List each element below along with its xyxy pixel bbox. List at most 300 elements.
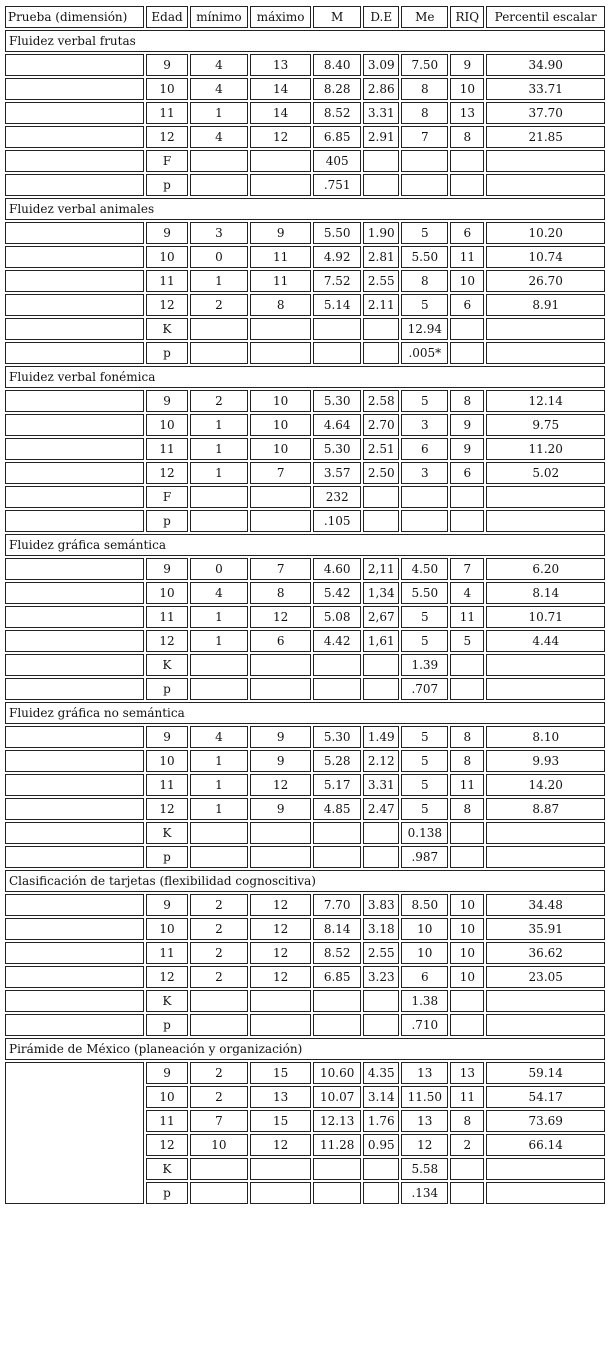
empty-label-cell	[5, 678, 144, 700]
section-title-row	[5, 1038, 605, 1060]
table-cell: 73.69	[486, 1110, 605, 1132]
table-cell: 6.85	[313, 126, 361, 148]
table-cell: 4.42	[313, 630, 361, 652]
table-cell	[401, 174, 448, 196]
header-cell: Me	[401, 6, 448, 28]
table-cell: p	[146, 174, 188, 196]
table-cell: K	[146, 822, 188, 844]
table-cell: 11	[146, 438, 188, 460]
table-cell: 1	[190, 270, 248, 292]
table-cell	[486, 318, 605, 340]
table-cell: 1	[190, 438, 248, 460]
table-cell	[450, 990, 484, 1012]
empty-label-cell	[5, 486, 144, 508]
table-cell: 11	[146, 1110, 188, 1132]
table-cell: 11	[450, 1086, 484, 1108]
empty-label-cell	[5, 630, 144, 652]
table-cell: 5	[401, 726, 448, 748]
empty-label-cell	[5, 318, 144, 340]
table-cell: 11	[450, 606, 484, 628]
table-cell: 9	[146, 390, 188, 412]
table-cell: 12	[250, 894, 311, 916]
table-cell: 9	[450, 438, 484, 460]
table-cell	[450, 822, 484, 844]
table-cell: p	[146, 1014, 188, 1036]
table-cell: 14	[250, 78, 311, 100]
table-cell: 1	[190, 750, 248, 772]
table-cell: 12	[146, 126, 188, 148]
table-cell: 12.13	[313, 1110, 361, 1132]
table-cell	[450, 1158, 484, 1180]
table-cell: 8.14	[313, 918, 361, 940]
table-cell	[250, 150, 311, 172]
table-row	[5, 54, 605, 76]
table-cell: 5.50	[313, 222, 361, 244]
table-cell: 2,67	[363, 606, 399, 628]
table-cell	[250, 318, 311, 340]
empty-label-cell	[5, 510, 144, 532]
section-title: Fluidez verbal frutas	[5, 30, 605, 52]
table-cell: 2.91	[363, 126, 399, 148]
table-cell: 3.18	[363, 918, 399, 940]
table-cell: 9	[146, 54, 188, 76]
table-cell: 9	[146, 726, 188, 748]
table-cell: 8	[250, 294, 311, 316]
table-row	[5, 222, 605, 244]
table-cell: 11	[250, 246, 311, 268]
table-row	[5, 918, 605, 940]
header-cell: mínimo	[190, 6, 248, 28]
table-cell: 23.05	[486, 966, 605, 988]
table-cell: 5.17	[313, 774, 361, 796]
table-cell: 8	[250, 582, 311, 604]
table-cell: 4	[190, 78, 248, 100]
table-cell: 13	[401, 1062, 448, 1084]
empty-label-cell	[5, 990, 144, 1012]
table-cell: 5.30	[313, 726, 361, 748]
table-cell: 8.52	[313, 942, 361, 964]
table-cell	[450, 678, 484, 700]
table-cell	[190, 1182, 248, 1204]
table-cell: 3.09	[363, 54, 399, 76]
table-cell: 8	[450, 1110, 484, 1132]
table-cell	[401, 150, 448, 172]
table-cell: K	[146, 990, 188, 1012]
table-cell: 2.70	[363, 414, 399, 436]
table-cell: 1	[190, 630, 248, 652]
table-cell: 10	[450, 270, 484, 292]
table-cell: 11	[250, 270, 311, 292]
table-cell: 6	[250, 630, 311, 652]
table-cell: 2	[450, 1134, 484, 1156]
table-cell: 6	[450, 462, 484, 484]
table-cell: 10	[146, 750, 188, 772]
empty-label-cell	[5, 462, 144, 484]
empty-label-cell	[5, 150, 144, 172]
section-title: Fluidez verbal animales	[5, 198, 605, 220]
table-cell: .707	[401, 678, 448, 700]
table-cell: 5.14	[313, 294, 361, 316]
table-cell: 8	[450, 750, 484, 772]
table-body	[5, 30, 605, 1204]
table-cell: 3.31	[363, 102, 399, 124]
table-cell: 12	[250, 126, 311, 148]
table-cell: 8.40	[313, 54, 361, 76]
table-cell: 54.17	[486, 1086, 605, 1108]
table-cell	[190, 174, 248, 196]
table-cell: 11.28	[313, 1134, 361, 1156]
table-cell: 2.58	[363, 390, 399, 412]
table-cell: 13	[250, 54, 311, 76]
empty-label-cell	[5, 774, 144, 796]
empty-label-cell	[5, 750, 144, 772]
table-cell	[450, 1014, 484, 1036]
table-cell: 2.86	[363, 78, 399, 100]
header-cell: Edad	[146, 6, 188, 28]
table-cell: 8	[401, 102, 448, 124]
table-cell	[250, 846, 311, 868]
table-cell: 34.90	[486, 54, 605, 76]
empty-label-cell	[5, 798, 144, 820]
header-cell: máximo	[250, 6, 311, 28]
table-cell	[450, 846, 484, 868]
empty-label-cell	[5, 846, 144, 868]
table-cell: K	[146, 654, 188, 676]
empty-label-cell	[5, 78, 144, 100]
empty-label-cell	[5, 246, 144, 268]
empty-label-cell	[5, 1014, 144, 1036]
table-cell	[250, 1158, 311, 1180]
table-row	[5, 78, 605, 100]
table-cell: 11	[450, 774, 484, 796]
table-row	[5, 846, 605, 868]
table-cell: 2.50	[363, 462, 399, 484]
table-cell	[363, 150, 399, 172]
table-cell: 8.52	[313, 102, 361, 124]
table-cell: 7.70	[313, 894, 361, 916]
empty-label-cell	[5, 942, 144, 964]
table-cell	[313, 654, 361, 676]
table-cell: 10	[450, 942, 484, 964]
table-cell: 2.51	[363, 438, 399, 460]
table-cell: 11	[450, 246, 484, 268]
table-cell: 2	[190, 390, 248, 412]
table-cell	[486, 678, 605, 700]
table-cell	[450, 510, 484, 532]
table-cell: 1.39	[401, 654, 448, 676]
table-cell	[486, 486, 605, 508]
table-cell: 13	[401, 1110, 448, 1132]
table-cell: 12	[146, 462, 188, 484]
table-cell	[486, 150, 605, 172]
table-cell: 1,61	[363, 630, 399, 652]
table-cell: 12.94	[401, 318, 448, 340]
table-row	[5, 1062, 605, 1084]
table-cell	[401, 486, 448, 508]
table-cell: 12	[146, 630, 188, 652]
table-cell: 1.49	[363, 726, 399, 748]
table-cell: 0.95	[363, 1134, 399, 1156]
table-cell: 12.14	[486, 390, 605, 412]
table-cell	[486, 1158, 605, 1180]
table-row	[5, 990, 605, 1012]
section-title-row	[5, 198, 605, 220]
table-cell: 9	[146, 558, 188, 580]
table-row	[5, 582, 605, 604]
table-cell: 10.20	[486, 222, 605, 244]
section-title: Clasificación de tarjetas (flexibilidad cognoscitiva)	[5, 870, 605, 892]
table-row	[5, 102, 605, 124]
table-cell: 2.55	[363, 942, 399, 964]
table-cell: 1,34	[363, 582, 399, 604]
table-cell: 4.35	[363, 1062, 399, 1084]
table-cell	[250, 822, 311, 844]
table-cell: 7	[401, 126, 448, 148]
table-cell: 5	[401, 630, 448, 652]
table-cell: 1.76	[363, 1110, 399, 1132]
empty-label-cell	[5, 438, 144, 460]
table-row	[5, 654, 605, 676]
table-cell	[363, 846, 399, 868]
table-row	[5, 318, 605, 340]
table-row	[5, 390, 605, 412]
table-row	[5, 414, 605, 436]
table-cell: 15	[250, 1110, 311, 1132]
table-cell	[190, 1158, 248, 1180]
table-cell: 2.11	[363, 294, 399, 316]
table-cell: 4	[190, 582, 248, 604]
table-cell: 3.14	[363, 1086, 399, 1108]
table-cell	[313, 342, 361, 364]
table-cell	[190, 510, 248, 532]
table-cell: 5.58	[401, 1158, 448, 1180]
table-cell	[450, 486, 484, 508]
table-cell: 8.87	[486, 798, 605, 820]
table-row	[5, 750, 605, 772]
table-cell: 59.14	[486, 1062, 605, 1084]
table-cell: .751	[313, 174, 361, 196]
table-cell: 5	[450, 630, 484, 652]
table-cell: 4.85	[313, 798, 361, 820]
table-cell	[190, 654, 248, 676]
table-cell: 33.71	[486, 78, 605, 100]
table-cell: 11.20	[486, 438, 605, 460]
table-cell	[363, 822, 399, 844]
table-cell: 21.85	[486, 126, 605, 148]
header-cell: RIQ	[450, 6, 484, 28]
table-cell: 8.10	[486, 726, 605, 748]
table-cell: 10	[146, 1086, 188, 1108]
table-cell: 6	[450, 222, 484, 244]
table-cell: 4	[190, 126, 248, 148]
table-cell: 10	[401, 942, 448, 964]
table-cell: 10	[250, 390, 311, 412]
table-cell: 10	[250, 414, 311, 436]
results-table	[3, 4, 607, 1206]
table-cell: .710	[401, 1014, 448, 1036]
table-cell: 1	[190, 774, 248, 796]
table-cell	[363, 654, 399, 676]
table-cell: 2	[190, 1086, 248, 1108]
table-cell: 11	[146, 774, 188, 796]
table-cell: p	[146, 1182, 188, 1204]
table-cell: 8	[401, 78, 448, 100]
section-title-row	[5, 534, 605, 556]
table-cell: 9	[250, 222, 311, 244]
table-cell: 5	[401, 390, 448, 412]
empty-label-cell	[5, 606, 144, 628]
table-cell: 8.28	[313, 78, 361, 100]
table-cell	[190, 1014, 248, 1036]
table-cell: 5.50	[401, 582, 448, 604]
table-cell	[450, 654, 484, 676]
table-cell: 26.70	[486, 270, 605, 292]
section-title: Fluidez gráfica semántica	[5, 534, 605, 556]
table-cell: 12	[250, 774, 311, 796]
table-cell	[190, 342, 248, 364]
table-cell: 4	[190, 726, 248, 748]
table-cell: 35.91	[486, 918, 605, 940]
table-cell: K	[146, 1158, 188, 1180]
table-cell: 10	[450, 78, 484, 100]
table-cell: 5.42	[313, 582, 361, 604]
table-cell: .105	[313, 510, 361, 532]
table-row	[5, 246, 605, 268]
table-cell	[486, 1182, 605, 1204]
table-cell: 8	[450, 798, 484, 820]
table-cell	[313, 1182, 361, 1204]
table-cell: 2.47	[363, 798, 399, 820]
table-row	[5, 678, 605, 700]
table-cell: 5	[401, 774, 448, 796]
table-cell: 2	[190, 918, 248, 940]
table-cell: .134	[401, 1182, 448, 1204]
table-cell: 37.70	[486, 102, 605, 124]
empty-label-cell	[5, 654, 144, 676]
empty-label-cell	[5, 894, 144, 916]
empty-label-cell	[5, 342, 144, 364]
table-row	[5, 822, 605, 844]
empty-label-cell	[5, 822, 144, 844]
table-cell	[313, 1158, 361, 1180]
table-cell: 7	[250, 462, 311, 484]
table-cell: 2.55	[363, 270, 399, 292]
table-cell: 10.71	[486, 606, 605, 628]
table-cell: 9	[146, 222, 188, 244]
table-cell: 6.85	[313, 966, 361, 988]
table-cell: 4.92	[313, 246, 361, 268]
table-cell: 8.14	[486, 582, 605, 604]
table-cell	[313, 1014, 361, 1036]
table-row	[5, 798, 605, 820]
table-cell: 1	[190, 606, 248, 628]
table-cell: 8	[401, 270, 448, 292]
empty-label-cell	[5, 558, 144, 580]
table-row	[5, 630, 605, 652]
table-cell	[250, 678, 311, 700]
table-cell: 5.30	[313, 390, 361, 412]
table-cell: 11	[146, 942, 188, 964]
table-cell: p	[146, 678, 188, 700]
table-cell: 9	[450, 54, 484, 76]
section-title: Fluidez gráfica no semántica	[5, 702, 605, 724]
table-row	[5, 726, 605, 748]
table-cell	[313, 846, 361, 868]
table-cell: 12	[146, 294, 188, 316]
empty-label-cell	[5, 390, 144, 412]
table-cell	[363, 1014, 399, 1036]
table-cell: 10	[450, 966, 484, 988]
table-cell: 5	[401, 798, 448, 820]
table-cell	[450, 1182, 484, 1204]
table-cell	[486, 510, 605, 532]
table-cell	[190, 486, 248, 508]
table-cell: 3	[401, 414, 448, 436]
empty-label-cell	[5, 222, 144, 244]
table-cell: 5	[401, 606, 448, 628]
table-cell: 13	[450, 102, 484, 124]
table-cell: 9	[250, 798, 311, 820]
empty-label-cell	[5, 1062, 144, 1204]
table-cell: 3.23	[363, 966, 399, 988]
empty-label-cell	[5, 102, 144, 124]
table-cell: 9.75	[486, 414, 605, 436]
empty-label-cell	[5, 918, 144, 940]
table-cell: 14	[250, 102, 311, 124]
table-cell	[363, 678, 399, 700]
table-cell	[450, 342, 484, 364]
table-row	[5, 174, 605, 196]
table-cell: 0	[190, 246, 248, 268]
table-cell	[190, 822, 248, 844]
table-cell	[190, 846, 248, 868]
table-row	[5, 894, 605, 916]
table-cell: 36.62	[486, 942, 605, 964]
table-cell	[250, 1014, 311, 1036]
table-row	[5, 294, 605, 316]
table-cell: K	[146, 318, 188, 340]
table-cell	[250, 486, 311, 508]
table-cell: 66.14	[486, 1134, 605, 1156]
table-cell: 8	[450, 726, 484, 748]
table-row	[5, 510, 605, 532]
table-cell	[190, 990, 248, 1012]
table-cell: 2	[190, 942, 248, 964]
table-cell: 10	[146, 918, 188, 940]
empty-label-cell	[5, 966, 144, 988]
table-cell: 5.28	[313, 750, 361, 772]
section-title: Fluidez verbal fonémica	[5, 366, 605, 388]
table-cell: 5	[401, 750, 448, 772]
table-cell: 0	[190, 558, 248, 580]
empty-label-cell	[5, 414, 144, 436]
table-cell: 6	[450, 294, 484, 316]
table-cell: 2,11	[363, 558, 399, 580]
table-row	[5, 462, 605, 484]
table-cell: 12	[401, 1134, 448, 1156]
table-cell: 4	[450, 582, 484, 604]
table-cell: 1	[190, 102, 248, 124]
table-cell	[486, 342, 605, 364]
table-cell: 3	[190, 222, 248, 244]
table-cell: 10	[146, 414, 188, 436]
table-cell: 0.138	[401, 822, 448, 844]
table-cell: 7.50	[401, 54, 448, 76]
table-cell: 5.02	[486, 462, 605, 484]
table-cell: 12	[250, 966, 311, 988]
table-cell: 10	[401, 918, 448, 940]
table-cell: 11	[146, 102, 188, 124]
